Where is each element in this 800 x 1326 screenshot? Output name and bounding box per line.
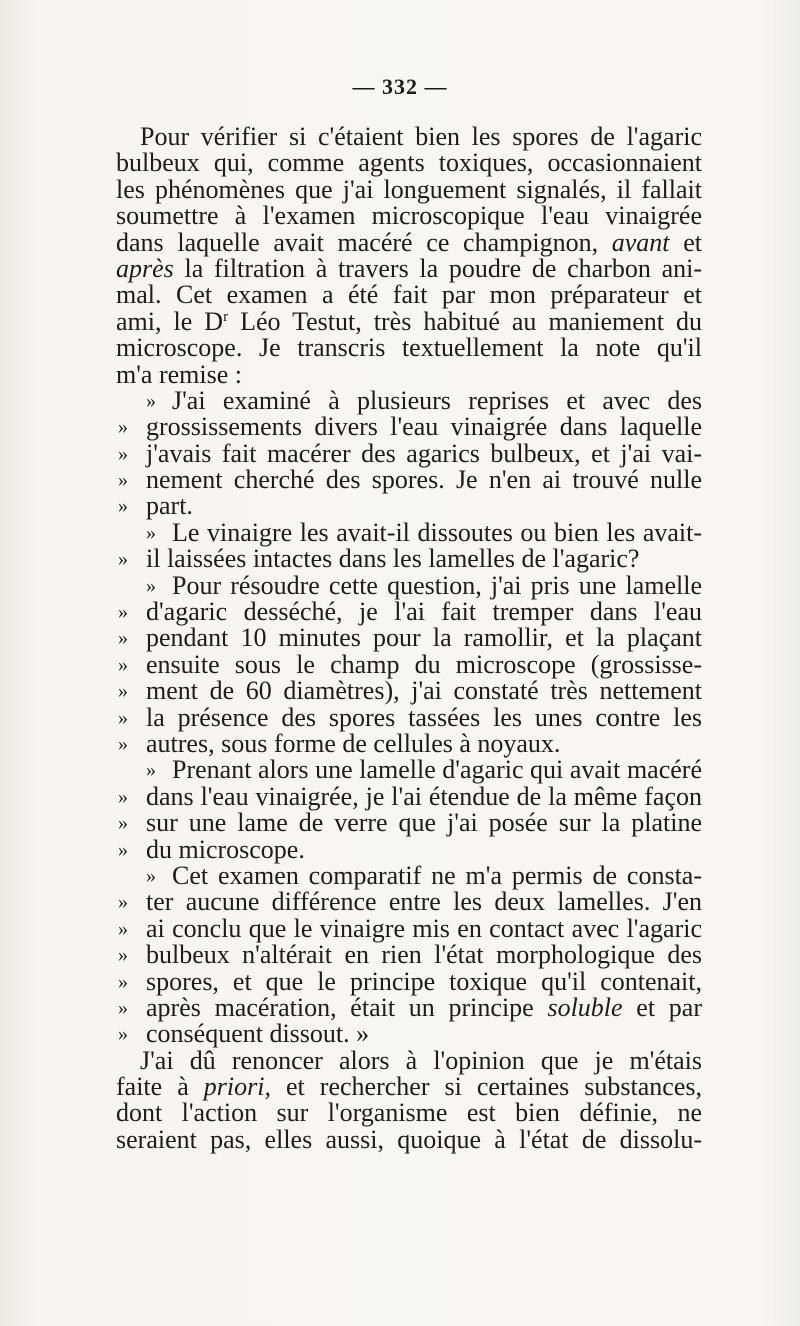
page-number: — 332 — xyxy=(352,74,448,99)
text-line xyxy=(116,1124,702,1154)
quote-mark: » xyxy=(118,1023,128,1046)
quote-mark: » xyxy=(118,706,128,729)
text-line xyxy=(116,335,702,361)
text-line xyxy=(116,678,702,704)
text-line xyxy=(116,781,702,811)
text-line xyxy=(116,546,702,572)
line-text: Prenant alors une lamelle d'agaric qui avait macéré xyxy=(172,755,702,785)
line-text: les phénomènes que j'ai longuement signalés, il fallait xyxy=(116,174,702,204)
text-line xyxy=(116,599,702,625)
text-line xyxy=(116,517,702,547)
line-text: autres, sous forme de cellules à noyaux. xyxy=(146,728,561,758)
text-line xyxy=(116,438,702,468)
quote-mark: » xyxy=(146,574,156,597)
text-line xyxy=(116,1074,702,1100)
text-line xyxy=(116,467,702,493)
text-line xyxy=(116,966,702,996)
line-text: sur une lame de verre que j'ai posée sur la platine xyxy=(146,808,702,838)
line-text: J'ai dû renoncer alors à l'opinion que je m'étais xyxy=(140,1045,702,1075)
quote-mark: » xyxy=(146,864,156,887)
text-line xyxy=(116,1100,702,1126)
text-line xyxy=(116,253,702,283)
line-text: soumettre à l'examen microscopique l'eau vinaigrée xyxy=(116,201,702,231)
text-line xyxy=(116,227,702,257)
line-text: spores, et que le principe toxique qu'il contenait, xyxy=(146,966,702,996)
line-text: la présence des spores tassées les unes contre les xyxy=(146,702,702,732)
text-line xyxy=(116,757,702,783)
text-line xyxy=(116,860,702,890)
line-text: m'a remise : xyxy=(116,359,242,389)
text-line xyxy=(116,1045,702,1075)
text-line xyxy=(116,414,702,440)
text-line xyxy=(116,992,702,1022)
text-line xyxy=(116,150,702,176)
line-text: Le vinaigre les avait-il dissoutes ou bien les avait- xyxy=(172,517,702,547)
line-text: conséquent dissout. » xyxy=(146,1019,370,1049)
line-text: ter aucune différence entre les deux lamelles. J'en xyxy=(146,887,702,917)
text-line xyxy=(116,203,702,229)
quote-mark: » xyxy=(118,469,128,492)
line-text: il laissées intactes dans les lamelles de l'agaric? xyxy=(146,544,640,574)
text-line xyxy=(116,124,702,150)
quote-mark: » xyxy=(118,627,128,650)
line-text: J'ai examiné à plusieurs reprises et avec des xyxy=(172,385,702,415)
quote-mark: » xyxy=(118,996,128,1019)
quote-mark: » xyxy=(118,601,128,624)
quote-mark: » xyxy=(118,944,128,967)
quote-mark: » xyxy=(118,495,128,518)
line-text: mal. Cet examen a été fait par mon préparateur et xyxy=(116,280,702,310)
line-text: j'avais fait macérer des agarics bulbeux, et j'ai vai- xyxy=(146,438,702,468)
quote-mark: » xyxy=(146,759,156,782)
text-line xyxy=(116,913,702,943)
line-text: ai conclu que le vinaigre mis en contact avec l'agaric xyxy=(146,913,702,943)
line-text: bulbeux n'altérait en rien l'état morphologique des xyxy=(146,940,702,970)
quote-mark: » xyxy=(118,891,128,914)
quote-mark: » xyxy=(118,732,128,755)
quote-mark: » xyxy=(118,970,128,993)
line-text: dans l'eau vinaigrée, je l'ai étendue de la même façon xyxy=(146,781,702,811)
line-text: microscope. Je transcris textuellement la note qu'il xyxy=(116,333,702,363)
text-line xyxy=(116,306,702,336)
text-line xyxy=(116,493,702,519)
text-line xyxy=(116,282,702,308)
line-text: dans laquelle avait macéré ce champignon, avant et xyxy=(116,227,702,257)
text-line xyxy=(116,385,702,415)
quote-mark: » xyxy=(118,680,128,703)
text-line xyxy=(116,1021,702,1047)
line-text: Pour résoudre cette question, j'ai pris une lamelle xyxy=(172,570,702,600)
quote-mark: » xyxy=(118,442,128,465)
text-line xyxy=(116,625,702,651)
text-line xyxy=(116,359,702,389)
line-text: Cet examen comparatif ne m'a permis de consta- xyxy=(172,860,702,890)
line-text: après la filtration à travers la poudre de charbon ani- xyxy=(116,253,702,283)
line-text: part. xyxy=(146,491,193,521)
text-line xyxy=(116,889,702,915)
line-text: faite à priori, et rechercher si certaines substances, xyxy=(116,1072,702,1102)
body-text xyxy=(116,124,702,1153)
line-text: du microscope. xyxy=(146,834,305,864)
text-line xyxy=(116,702,702,732)
quote-mark: » xyxy=(118,416,128,439)
quote-mark: » xyxy=(118,812,128,835)
quote-mark: » xyxy=(118,838,128,861)
text-line xyxy=(116,649,702,679)
text-line xyxy=(116,942,702,968)
quote-mark: » xyxy=(118,653,128,676)
text-line xyxy=(116,728,702,758)
text-line xyxy=(116,570,702,600)
quote-mark: » xyxy=(118,548,128,571)
text-line xyxy=(116,810,702,836)
line-text: ami, le $D^r$ Léo Testut, très habitué au maniement du xyxy=(116,306,702,336)
line-text: pendant 10 minutes pour la ramollir, et la plaçant xyxy=(146,623,702,653)
line-text: Pour vérifier si c'étaient bien les spores de l'agaric xyxy=(140,122,702,151)
line-text: ensuite sous le champ du microscope (grossisse- xyxy=(146,649,702,679)
line-text: nement cherché des spores. Je n'en ai trouvé nulle xyxy=(146,465,702,495)
text-line xyxy=(116,834,702,864)
line-text: grossissements divers l'eau vinaigrée dans laquelle xyxy=(146,412,702,442)
line-text: bulbeux qui, comme agents toxiques, occasionnaient xyxy=(116,148,702,178)
text-line xyxy=(116,174,702,204)
line-text: d'agaric desséché, je l'ai fait tremper dans l'eau xyxy=(146,597,702,627)
quote-mark: » xyxy=(146,521,156,544)
line-text: dont l'action sur l'organisme est bien définie, ne xyxy=(116,1098,702,1128)
line-text: après macération, était un principe soluble et par xyxy=(146,992,702,1022)
line-text: ment de 60 diamètres), j'ai constaté très nettement xyxy=(146,676,702,706)
quote-mark: » xyxy=(118,785,128,808)
quote-mark: » xyxy=(118,917,128,940)
line-text: seraient pas, elles aussi, quoique à l'état de dissolu- xyxy=(116,1124,702,1154)
quote-mark: » xyxy=(146,389,156,412)
